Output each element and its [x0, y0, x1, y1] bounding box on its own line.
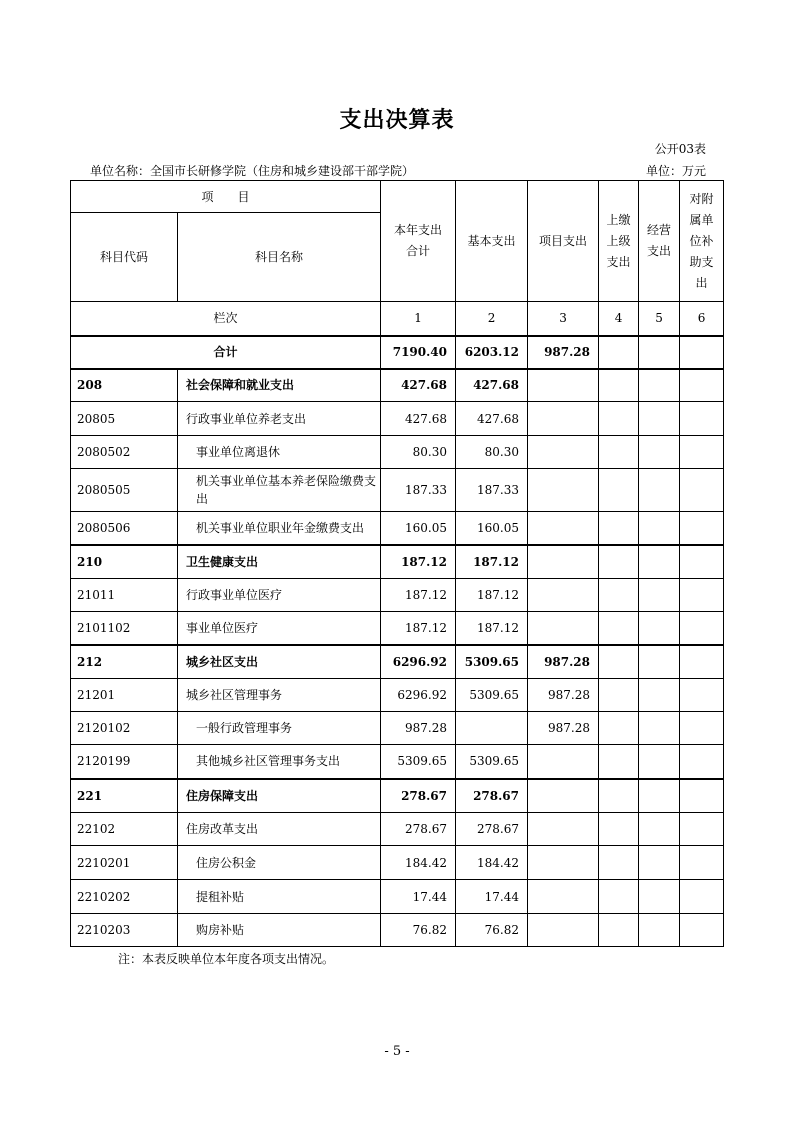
column-num-2: 2 [456, 302, 528, 336]
row-total: 17.44 [381, 880, 456, 914]
table-row [71, 880, 724, 914]
row-subsidy [680, 712, 724, 745]
row-name: 事业单位离退休 [178, 436, 381, 469]
row-code: 2080505 [71, 469, 178, 512]
row-name: 社会保障和就业支出 [178, 369, 381, 402]
row-subsidy [680, 914, 724, 947]
header-total-line2: 合计 [406, 244, 431, 258]
row-subsidy [680, 846, 724, 880]
row-name: 提租补贴 [178, 880, 381, 914]
header-upper-1: 上缴 [606, 212, 631, 227]
row-name: 机关事业单位基本养老保险缴费支出 [178, 469, 381, 512]
table-row [71, 846, 724, 880]
row-name: 住房保障支出 [178, 779, 381, 813]
row-upper [599, 846, 639, 880]
table-row [71, 402, 724, 436]
table-row [71, 712, 724, 745]
header-basic: 基本支出 [456, 181, 528, 302]
header-total [381, 181, 456, 302]
row-project [528, 880, 599, 914]
header-upper-2: 上级 [606, 233, 631, 248]
row-project [528, 469, 599, 512]
row-total: 6296.92 [381, 679, 456, 712]
row-business [639, 612, 680, 645]
row-project [528, 813, 599, 846]
column-num-6: 6 [680, 302, 724, 336]
row-code: 221 [71, 779, 178, 813]
header-subsidy-5: 出 [695, 275, 708, 290]
table-row [71, 679, 724, 712]
row-project [528, 512, 599, 545]
row-project [528, 745, 599, 779]
row-basic: 187.12 [456, 579, 528, 612]
row-subsidy [680, 369, 724, 402]
table-row [71, 512, 724, 545]
row-total: 160.05 [381, 512, 456, 545]
row-basic: 187.12 [456, 545, 528, 579]
row-name: 住房改革支出 [178, 813, 381, 846]
header-project: 项目支出 [528, 181, 599, 302]
row-name: 机关事业单位职业年金缴费支出 [178, 512, 381, 545]
row-upper [599, 369, 639, 402]
page-title: 支出决算表 [339, 107, 455, 133]
row-project [528, 402, 599, 436]
row-upper [599, 545, 639, 579]
row-upper [599, 880, 639, 914]
total-basic: 6203.12 [456, 336, 528, 369]
row-total: 278.67 [381, 779, 456, 813]
row-subsidy [680, 813, 724, 846]
form-number: 公开03表 [654, 142, 706, 156]
row-business [639, 846, 680, 880]
table-row [71, 813, 724, 846]
total-row [71, 336, 724, 369]
row-name: 城乡社区管理事务 [178, 679, 381, 712]
row-upper [599, 612, 639, 645]
row-total: 187.33 [381, 469, 456, 512]
table-row [71, 436, 724, 469]
row-business [639, 880, 680, 914]
row-name: 住房公积金 [178, 846, 381, 880]
row-subsidy [680, 880, 724, 914]
row-total: 987.28 [381, 712, 456, 745]
total-business [639, 336, 680, 369]
row-basic: 187.12 [456, 612, 528, 645]
row-upper [599, 469, 639, 512]
total-label: 合计 [71, 336, 381, 369]
row-business [639, 545, 680, 579]
row-business [639, 645, 680, 679]
row-code: 2210201 [71, 846, 178, 880]
row-basic: 184.42 [456, 846, 528, 880]
row-total: 6296.92 [381, 645, 456, 679]
column-num-1: 1 [381, 302, 456, 336]
row-project [528, 914, 599, 947]
row-business [639, 914, 680, 947]
row-total: 187.12 [381, 545, 456, 579]
row-project [528, 369, 599, 402]
row-basic: 5309.65 [456, 645, 528, 679]
row-upper [599, 402, 639, 436]
row-upper [599, 579, 639, 612]
table-row [71, 579, 724, 612]
table-row [71, 779, 724, 813]
row-total: 278.67 [381, 813, 456, 846]
row-basic [456, 712, 528, 745]
row-project: 987.28 [528, 679, 599, 712]
row-total: 427.68 [381, 369, 456, 402]
row-basic: 278.67 [456, 779, 528, 813]
row-name: 一般行政管理事务 [178, 712, 381, 745]
total-upper [599, 336, 639, 369]
row-total: 76.82 [381, 914, 456, 947]
row-business [639, 745, 680, 779]
row-name: 购房补贴 [178, 914, 381, 947]
row-code: 2101102 [71, 612, 178, 645]
row-business [639, 369, 680, 402]
row-business [639, 779, 680, 813]
row-name: 其他城乡社区管理事务支出 [178, 745, 381, 779]
header-subsidy-1: 对附 [689, 191, 714, 206]
column-label: 栏次 [71, 302, 381, 336]
row-code: 21011 [71, 579, 178, 612]
row-total: 184.42 [381, 846, 456, 880]
row-code: 212 [71, 645, 178, 679]
column-num-4: 4 [599, 302, 639, 336]
row-business [639, 813, 680, 846]
row-subsidy [680, 679, 724, 712]
row-project [528, 779, 599, 813]
row-subsidy [680, 512, 724, 545]
currency-unit: 单位：万元 [645, 164, 706, 178]
row-business [639, 402, 680, 436]
row-name: 行政事业单位医疗 [178, 579, 381, 612]
table-row [71, 914, 724, 947]
row-project: 987.28 [528, 712, 599, 745]
row-total: 80.30 [381, 436, 456, 469]
header-code: 科目代码 [71, 213, 178, 302]
row-project [528, 846, 599, 880]
header-upper-3: 支出 [606, 254, 631, 269]
row-code: 2210202 [71, 880, 178, 914]
row-code: 22102 [71, 813, 178, 846]
table-row [71, 545, 724, 579]
row-name: 城乡社区支出 [178, 645, 381, 679]
header-business [639, 181, 680, 302]
column-num-5: 5 [639, 302, 680, 336]
header-subsidy [680, 181, 724, 302]
header-upper [599, 181, 639, 302]
row-subsidy [680, 645, 724, 679]
row-business [639, 512, 680, 545]
unit-name: 单位名称：全国市长研修学院（住房和城乡建设部干部学院） [90, 164, 415, 178]
column-num-3: 3 [528, 302, 599, 336]
page-number: - 5 - [384, 1044, 410, 1059]
row-subsidy [680, 545, 724, 579]
row-upper [599, 779, 639, 813]
row-subsidy [680, 402, 724, 436]
row-upper [599, 712, 639, 745]
row-name: 事业单位医疗 [178, 612, 381, 645]
table-row [71, 369, 724, 402]
row-business [639, 469, 680, 512]
row-subsidy [680, 469, 724, 512]
row-total: 187.12 [381, 612, 456, 645]
total-project: 987.28 [528, 336, 599, 369]
header-subsidy-4: 助支 [689, 254, 714, 269]
row-project [528, 545, 599, 579]
row-subsidy [680, 745, 724, 779]
row-upper [599, 512, 639, 545]
row-upper [599, 679, 639, 712]
row-basic: 76.82 [456, 914, 528, 947]
row-upper [599, 436, 639, 469]
total-total: 7190.40 [381, 336, 456, 369]
row-upper [599, 914, 639, 947]
row-basic: 278.67 [456, 813, 528, 846]
header-subsidy-2: 属单 [689, 212, 714, 227]
row-code: 2080502 [71, 436, 178, 469]
row-basic: 427.68 [456, 402, 528, 436]
header-name: 科目名称 [178, 213, 381, 302]
row-business [639, 436, 680, 469]
row-upper [599, 745, 639, 779]
header-business-2: 支出 [647, 244, 672, 258]
table-row [71, 612, 724, 645]
header-subsidy-3: 位补 [689, 233, 714, 248]
row-name: 卫生健康支出 [178, 545, 381, 579]
row-basic: 187.33 [456, 469, 528, 512]
expenditure-table [70, 180, 724, 947]
table-row [71, 469, 724, 512]
row-code: 2120102 [71, 712, 178, 745]
table-row [71, 645, 724, 679]
row-total: 427.68 [381, 402, 456, 436]
footnote: 注：本表反映单位本年度各项支出情况。 [118, 952, 335, 966]
row-upper [599, 645, 639, 679]
row-project [528, 612, 599, 645]
table-body [71, 369, 724, 947]
row-upper [599, 813, 639, 846]
row-code: 2080506 [71, 512, 178, 545]
row-code: 2210203 [71, 914, 178, 947]
row-project [528, 436, 599, 469]
row-business [639, 679, 680, 712]
table-row [71, 745, 724, 779]
row-code: 20805 [71, 402, 178, 436]
row-business [639, 579, 680, 612]
row-subsidy [680, 779, 724, 813]
row-name: 行政事业单位养老支出 [178, 402, 381, 436]
total-subsidy [680, 336, 724, 369]
header-item: 项 目 [71, 181, 381, 213]
header-total-line1: 本年支出 [394, 223, 443, 237]
row-project [528, 579, 599, 612]
row-subsidy [680, 579, 724, 612]
row-project: 987.28 [528, 645, 599, 679]
row-basic: 17.44 [456, 880, 528, 914]
row-business [639, 712, 680, 745]
row-basic: 160.05 [456, 512, 528, 545]
row-basic: 427.68 [456, 369, 528, 402]
row-total: 5309.65 [381, 745, 456, 779]
row-code: 21201 [71, 679, 178, 712]
row-basic: 80.30 [456, 436, 528, 469]
header-business-1: 经营 [647, 223, 672, 237]
row-subsidy [680, 612, 724, 645]
row-code: 208 [71, 369, 178, 402]
row-basic: 5309.65 [456, 679, 528, 712]
row-basic: 5309.65 [456, 745, 528, 779]
row-code: 210 [71, 545, 178, 579]
row-code: 2120199 [71, 745, 178, 779]
row-subsidy [680, 436, 724, 469]
row-total: 187.12 [381, 579, 456, 612]
